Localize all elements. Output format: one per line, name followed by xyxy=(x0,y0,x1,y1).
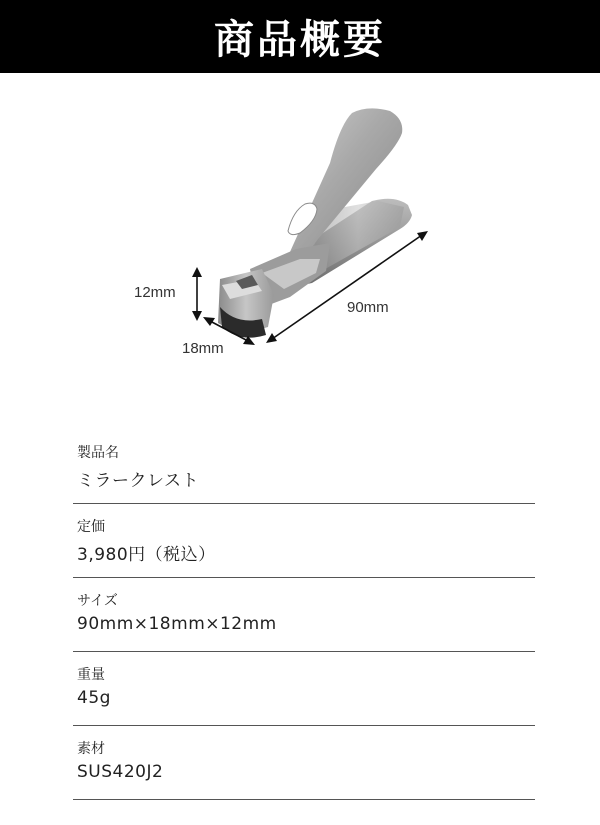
spec-row-product-name xyxy=(73,430,535,504)
spec-label: 製品名 xyxy=(77,445,119,461)
spec-label: 重量 xyxy=(77,667,105,683)
nail-clipper-image xyxy=(0,73,600,423)
spec-row-price xyxy=(73,504,535,578)
page-title: 商品概要 xyxy=(214,17,386,63)
spec-value: 45g xyxy=(77,688,111,708)
spec-value: 3,980円（税込） xyxy=(77,545,216,565)
spec-row-material xyxy=(73,726,535,800)
dimension-length-label: 90mm xyxy=(347,299,389,316)
spec-label: サイズ xyxy=(77,593,118,609)
spec-label: 定価 xyxy=(77,519,105,535)
dimension-height-label: 12mm xyxy=(134,284,176,301)
spec-value: SUS420J2 xyxy=(77,762,164,782)
spec-value: ミラークレスト xyxy=(77,471,199,491)
spec-value: 90mm×18mm×12mm xyxy=(77,614,277,634)
header-bar xyxy=(0,0,600,73)
spec-list xyxy=(73,430,535,800)
product-figure xyxy=(0,73,600,423)
dimension-width-label: 18mm xyxy=(182,340,224,357)
spec-label: 素材 xyxy=(77,741,105,757)
spec-row-size xyxy=(73,578,535,652)
spec-row-weight xyxy=(73,652,535,726)
